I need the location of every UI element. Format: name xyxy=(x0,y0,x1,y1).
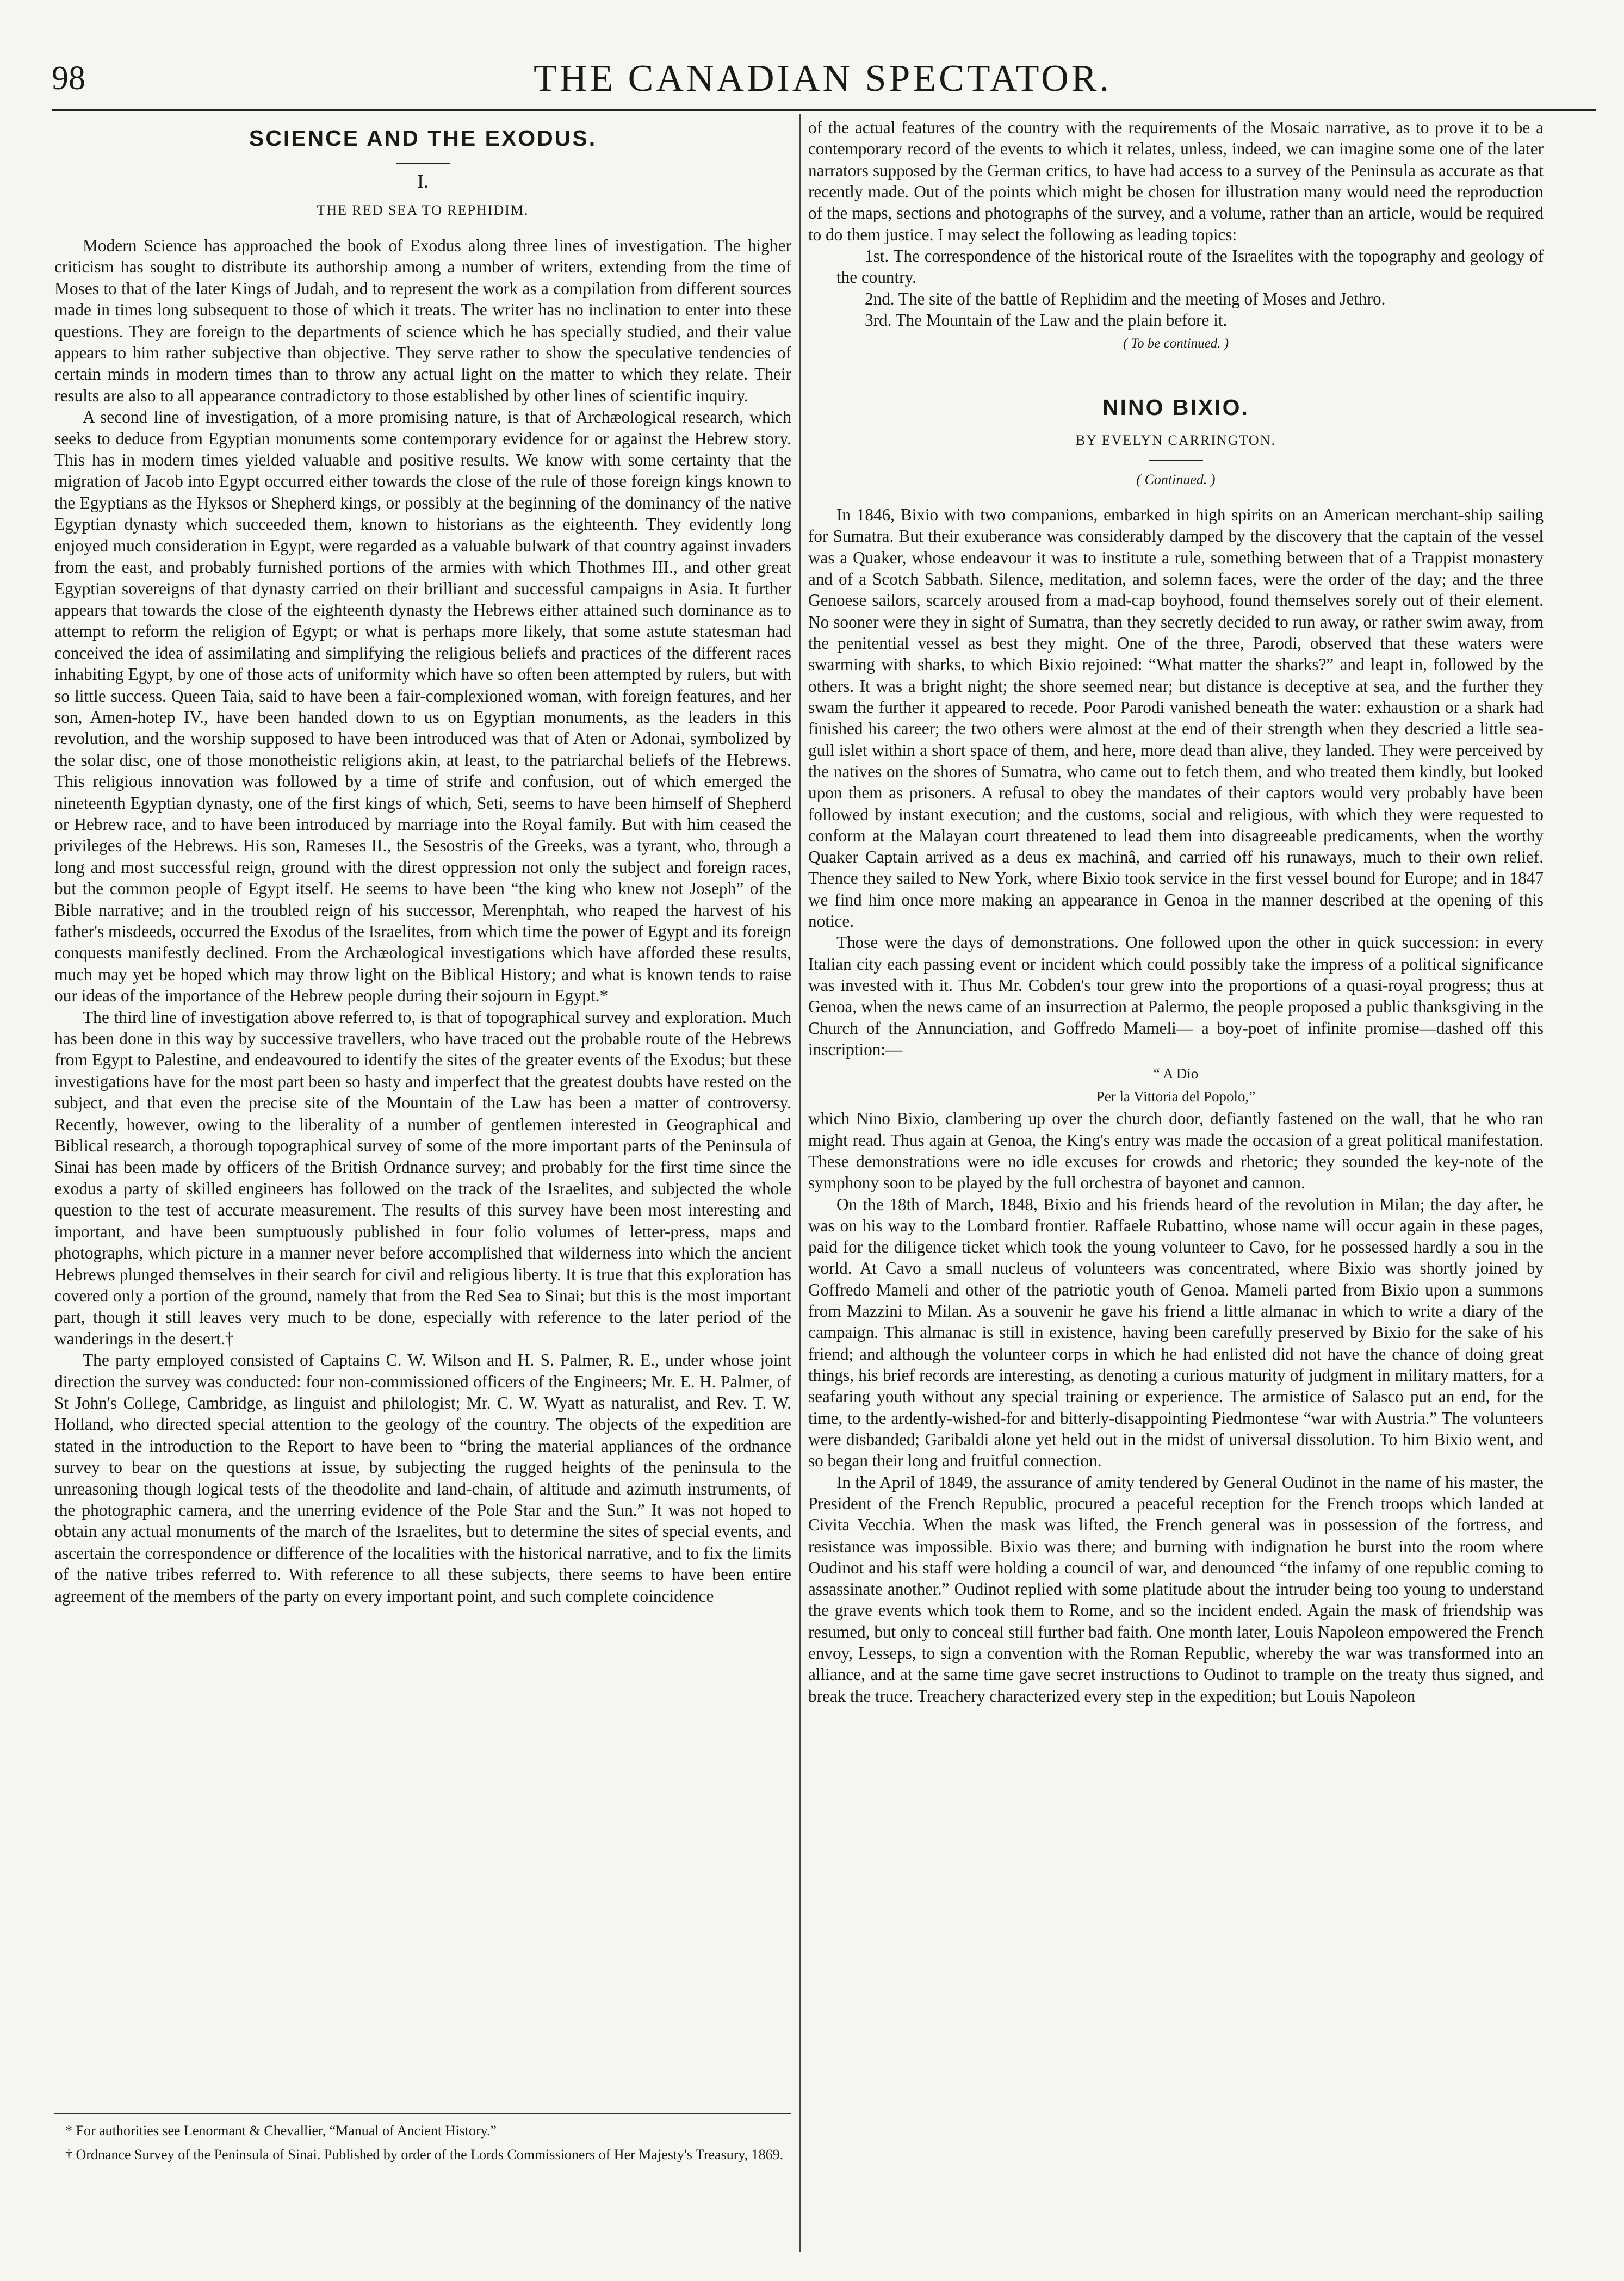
journal-title: THE CANADIAN SPECTATOR. xyxy=(534,58,1112,100)
title-rule xyxy=(396,163,450,164)
paragraph: On the 18th of March, 1848, Bixio and his friends heard of the revolution in Milan; the day after, he was on his way to the Lombard frontier. Raffaele Rubattino, whose name will occur again in these pages, paid for the diligence ticket which took the young volunteer to Cavo, for he possessed hardly a sou in the world. At Cavo a small nucleus of volunteers was concentrated, where Bixio was shortly joined by Goffredo Mameli and other of the patriotic youth of Genoa. Mameli parted from Bixio upon a summons from Mazzini to Milan. As a souvenir he gave his friend a little almanac in which to write a diary of the campaign. This almanac is still in existence, having been carefully preserved by Bixio for the sake of his friend; and although the volunteer corps in which he had enlisted did not have the chance of doing great things, his brief records are interesting, as denoting a curious maturity of judgment in military matters, for a seafaring youth without any special training or experience. The armistice of Salasco put an end, for the time, to the ardently-wished-for and bitterly-disappointing Piedmontese “war with Austria.” The volunteers were disbanded; Garibaldi alone yet held out in the midst of universal dissolution. To him Bixio went, and so began their long and fruitful connection. xyxy=(808,1194,1544,1471)
footnote: * For authorities see Lenormant & Chevallier, “Manual of Ancient History.” xyxy=(65,2123,497,2139)
paragraph: of the actual features of the country with the requirements of the Mosaic narrative, as to prove it to be a contemporary record of the events to which it relates, unless, indeed, we can imagine some one of the later narrators supposed by the German critics, to have had access to a survey of the Peninsula as accurate as that recently made. Out of the points which might be chosen for illustration many would need the reproduction of the maps, sections and photographs of the survey, and a volume, rather than an article, would be required to do them justice. I may select the following as leading topics: xyxy=(808,118,1544,244)
article-subtitle: THE RED SEA TO REPHIDIM. xyxy=(317,202,529,218)
to-be-continued: ( To be continued. ) xyxy=(1123,336,1229,351)
byline: BY EVELYN CARRINGTON. xyxy=(1075,432,1276,449)
inscription-line: Per la Vittoria del Popolo,” xyxy=(1096,1088,1256,1105)
paragraph: The third line of investigation above referred to, is that of topographical survey and exploration. Much has been done in this way by successive travellers, who have traced out the probable route of the Hebrews from Egypt to Palestine, and endeavoured to identify the sites of the greater events of the Exodus; but these investigations have for the most part been so hasty and imperfect that the greatest doubts have rested on the subject, and that even the precise site of the Mountain of the Law has been a matter of controversy. Recently, however, owing to the liberality of a number of gentlemen interested in Geographical and Biblical research, a thorough topographical survey of some of the more important parts of the Peninsula of Sinai has been made by officers of the British Ordnance survey; and probably for the first time since the exodus a party of skilled engineers has followed on the track of the Israelites, and subjected the whole question to the test of accurate measurement. The results of this survey have been most interesting and important, and have been sumptuously published in four folio volumes of letter-press, maps and photographs, which picture in a manner never before accomplished that wilderness into which the ancient Hebrews plunged themselves in their search for civil and religious liberty. It is true that this exploration has covered only a portion of the ground, namely that from the Red Sea to Sinai; but this is the most important part, though it still leaves very much to be done, especially with reference to the later period of the wanderings in the desert.† xyxy=(54,1007,791,1348)
paragraph: A second line of investigation, of a more promising nature, is that of Archæological research, which seeks to deduce from Egyptian monuments some contemporary evidence for or against the Hebrew story. This has in modern times yielded valuable and positive results. We know with some certainty that the migration of Jacob into Egypt occurred either towards the close of the rule of those foreign kings known to the Egyptians as the Hyksos or Shepherd kings, or possibly at the beginning of the dominancy of the native Egyptian dynasty which succeeded them, known to historians as the eighteenth. They evidently long enjoyed much consideration in Egypt, were regarded as a valuable bulwark of that country against invaders from the east, and probably furnished portions of the armies with which Thothmes III., and other great Egyptian sovereigns of that dynasty carried on their brilliant and successful campaigns in Asia. It further appears that towards the close of the eighteenth dynasty the Hebrews either attained such dominance as to attempt to reform the religion of Egypt; or what is perhaps more likely, that some astute statesman had conceived the idea of assimilating and simplifying the religious beliefs and practices of the different races inhabiting Egypt, by one of those acts of uniformity which have so often been attempted by rulers, but with so little success. Queen Taia, said to have been a fair-complexioned woman, with foreign features, and her son, Amen-hotep IV., have been handed down to us on Egyptian monuments, as the leaders in this revolution, and the worship supposed to have been introduced was that of Aten or Adonai, symbolized by the solar disc, one of those monotheistic religions akin, at least, to the patriarchal beliefs of the Hebrews. This religious innovation was followed by a time of strife and confusion, out of which emerged the nineteenth Egyptian dynasty, one of the first kings of which, Seti, seems to have been himself of Shepherd or Hebrew race, and to have been introduced by marriage into the Royal family. But with him ceased the privileges of the Hebrews. His son, Rameses II., the Sesostris of the Greeks, was a tyrant, who, through a long and most successful reign, ground with the direst oppression not only the subject and foreign races, but the common people of Egypt itself. He seems to have been “the king who knew not Joseph” of the Bible narrative; and in the troubled reign of his successor, Merenphtah, who reaped the harvest of his father's misdeeds, occurred the Exodus of the Israelites, from which time the power of Egypt and its foreign conquests manifestly declined. From the Archæological investigations which have afforded these results, much may yet be hoped which may throw light on the Biblical History; and what is known tends to raise our ideas of the importance of the Hebrew people during their sojourn in Egypt.* xyxy=(54,407,791,1006)
footnote-rule xyxy=(54,2113,791,2114)
left-column xyxy=(54,117,791,1607)
paragraph: Those were the days of demonstrations. One followed upon the other in quick succession: in every Italian city each passing event or incident which could possibly take the impress of a political significance was invested with it. Thus Mr. Cobden's tour grew into the proportions of a quasi-royal progress; thus at Genoa, when the news came of an insurrection at Palermo, the people proposed a public thanksgiving in the Church of the Annunciation, and Goffredo Mameli— a boy-poet of infinite promise—dashed off this inscription:— xyxy=(808,933,1544,1059)
header-rule xyxy=(52,109,1596,111)
exodus-body xyxy=(54,235,791,1607)
bixio-body xyxy=(808,504,1544,1707)
topic-item: 2nd. The site of the battle of Rephidim and the meeting of Moses and Jethro. xyxy=(865,289,1386,308)
footnote: † Ordnance Survey of the Peninsula of Sinai. Published by order of the Lords Commissioners of Her Majesty's Treasury, 1869. xyxy=(65,2146,784,2162)
inscription-line: “ A Dio xyxy=(1153,1065,1199,1082)
topic-item: 1st. The correspondence of the historical route of the Israelites with the topography and geology of the country. xyxy=(836,246,1544,287)
article-title-bixio: NINO BIXIO. xyxy=(1102,395,1249,420)
paragraph: Modern Science has approached the book of Exodus along three lines of investigation. The higher criticism has sought to distribute its authorship among a number of writers, extending from the time of Moses to that of the later Kings of Judah, and to represent the work as a compilation from different sources made in times long subsequent to those of which it treats. The writer has no inclination to enter into these questions. They are foreign to the departments of science which he has specially studied, and their value appears to him rather subjective than objective. They serve rather to show the speculative tendencies of certain minds in modern times than to throw any actual light on the matter to which they relate. Their results are also to all appearance contradictory to those established by other lines of scientific inquiry. xyxy=(54,236,791,405)
right-column xyxy=(808,117,1544,1707)
continued-note: ( Continued. ) xyxy=(1136,472,1216,488)
paragraph: The party employed consisted of Captains C. W. Wilson and H. S. Palmer, R. E., under whose joint direction the survey was conducted: four non-commissioned officers of the Engineers; Mr. E. H. Palmer, of St John's College, Cambridge, as linguist and philologist; Mr. C. W. Wyatt as naturalist, and Rev. T. W. Holland, who directed special attention to the geology of the country. The objects of the expedition are stated in the introduction to the Report to have been to “bring the material appliances of the ordnance survey to bear on the questions at issue, by subjecting the rugged heights of the peninsula to the unreasoning though logical tests of the theodolite and land-chain, of altitude and azimuth instruments, of the photographic camera, and the unerring evidence of the Pole Star and the Sun.” It was not hoped to obtain any actual monuments of the march of the Israelites, but to determine the sites of special events, and ascertain the correspondence or difference of the localities with the historical narrative, and to fix the limits of the native tribes referred to. With reference to all these subjects, there seems to have been entire agreement of the members of the party on every important point, and such complete coincidence xyxy=(54,1350,791,1606)
paragraph: In the April of 1849, the assurance of amity tendered by General Oudinot in the name of his master, the President of the French Republic, procured a peaceful reception for the French troops which landed at Civita Vecchia. When the mask was lifted, the French general was in possession of the fortress, and resistance was impossible. Bixio was there; and burning with indignation he burst into the room where Oudinot and his staff were holding a council of war, and denounced “the infamy of one republic coming to assassinate another.” Oudinot replied with some platitude about the intruder being too young to understand the grave events which took them to Rome, and so the incident ended. Again the mask of friendship was resumed, but only to conceal still further bad faith. One month later, Louis Napoleon empowered the French envoy, Lesseps, to sign a convention with the Roman Republic, whereby the war was transformed into an alliance, and at the same time gave secret instructions to Oudinot to trample on the treaty thus signed, and break the truce. Treachery characterized every step in the expedition; but Louis Napoleon xyxy=(808,1472,1544,1706)
footnotes xyxy=(54,2113,791,2170)
part-number: I. xyxy=(417,171,429,192)
byline-rule xyxy=(1149,460,1203,461)
masthead xyxy=(52,57,1594,111)
exodus-continuation xyxy=(808,117,1544,331)
paragraph: which Nino Bixio, clambering up over the church door, defiantly fastened on the wall, that he who ran might read. Thus again at Genoa, the King's entry was made the occasion of a great political manifestation. These demonstrations were no idle excuses for crowds and rhetoric; they sounded the key-note of the symphony soon to be played by the full orchestra of bayonet and cannon. xyxy=(808,1109,1544,1193)
article-title-exodus: SCIENCE AND THE EXODUS. xyxy=(249,126,597,151)
paragraph: In 1846, Bixio with two companions, embarked in high spirits on an American merchant-ship sailing for Sumatra. But their exuberance was considerably damped by the discovery that the captain of the vessel was a Quaker, whose endeavour it was to institute a rule, something between that of a Trappist monastery and of a Scotch Sabbath. Silence, meditation, and solemn faces, were the order of the day; and the three Genoese sailors, scarcely aroused from a mad-cap boyhood, found themselves sorely out of their element. No sooner were they in sight of Sumatra, than they secretly decided to run away, or rather swim away, from the penitential vessel as best they might. One of the three, Parodi, observed that these waters were swarming with sharks, to which Bixio rejoined: “What matter the sharks?” and leapt in, followed by the others. It was a bright night; the shore seemed near; but distance is deceptive at sea, and the further they swam the further it appeared to recede. Poor Parodi vanished beneath the water: exhaustion or a shark had finished his career; the two others were almost at the end of their strength when they descried a little sea-gull islet within a short space of them, and here, more dead than alive, they landed. They were perceived by the natives on the shores of Sumatra, who came out to fetch them, and who treated them kindly, but looked upon them as prisoners. A refusal to obey the mandates of their captors would very probably have been followed by instant execution; and the customs, social and religious, with which they were requested to conform at the Malayan court threatened to lead them into disagreeable predicaments, when the worthy Quaker Captain arrived as a deus ex machinâ, and carried off his runaways, much to their own relief. Thence they sailed to New York, where Bixio took service in the first vessel bound for Europe; and in 1847 we find him once more making an appearance in Genoa in the manner described at the opening of this notice. xyxy=(808,505,1544,931)
page-number: 98 xyxy=(52,60,85,97)
topic-item: 3rd. The Mountain of the Law and the plain before it. xyxy=(865,310,1228,330)
column-divider xyxy=(799,114,801,2252)
